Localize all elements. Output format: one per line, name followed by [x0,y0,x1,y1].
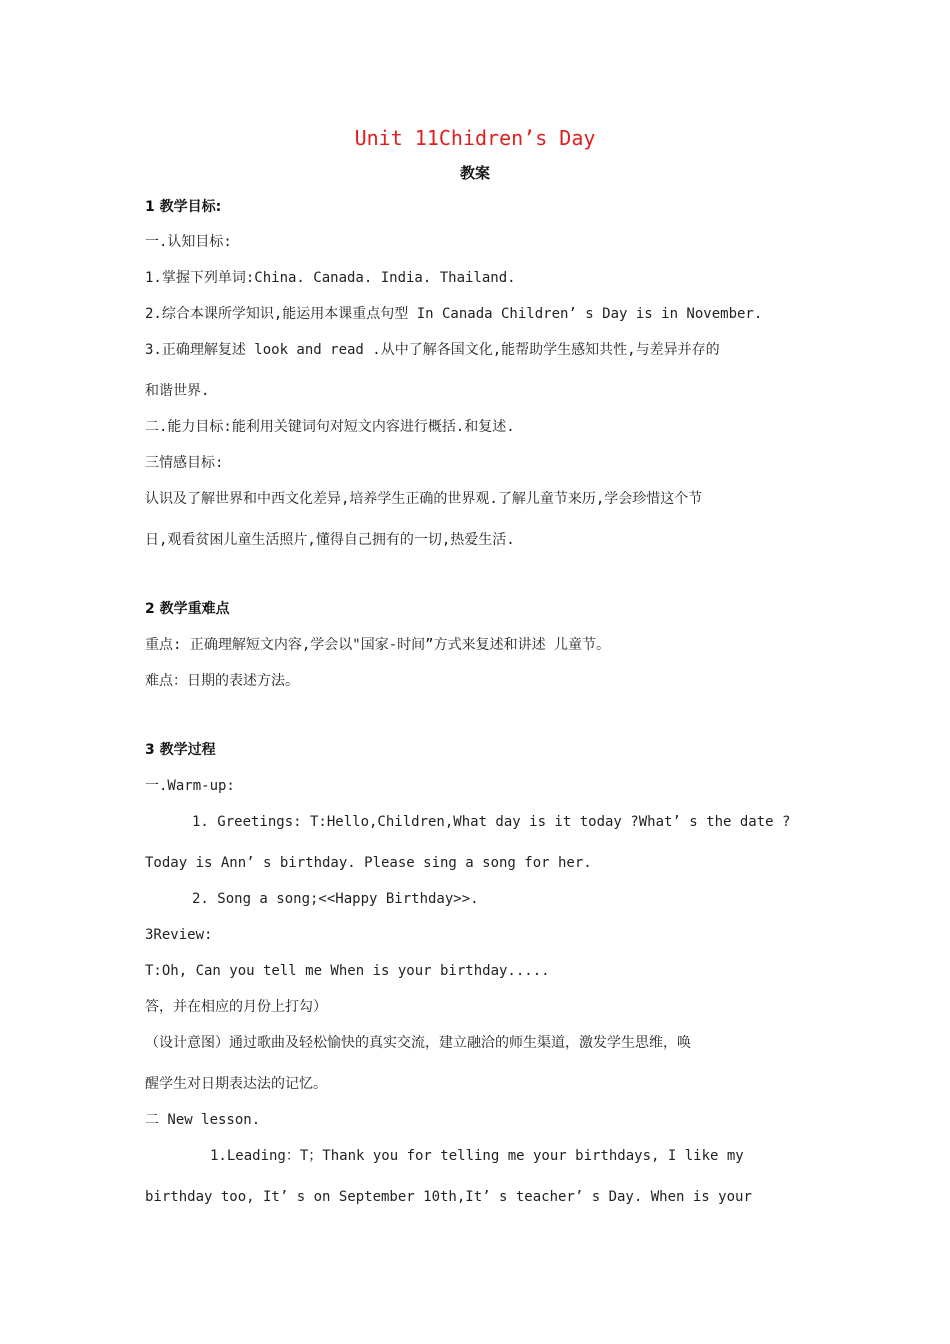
warmup-heading: 一.Warm-up: [145,778,235,794]
new-lesson-heading: 二 New lesson. [145,1112,261,1128]
objective-item-3-line-2: 和谐世界. [145,383,210,399]
key-point-difficulty: 难点：日期的表述方法。 [145,673,299,689]
leading-line-2: birthday too, It’ s on September 10th,It’ s teacher’ s Day. When is your [145,1189,752,1205]
document-subtitle: 教案 [459,164,490,182]
objective-item-3-line-1: 3.正确理解复述 look and read .从中了解各国文化,能帮助学生感知共性,与差异并存的 [145,342,720,358]
emotion-line-2: 日,观看贫困儿童生活照片,懂得自己拥有的一切,热爱生活. [145,532,515,548]
greetings-line-2: Today is Ann’ s birthday. Please sing a song for her. [145,855,592,871]
emotion-line-1: 认识及了解世界和中西文化差异,培养学生正确的世界观.了解儿童节来历,学会珍惜这个节 [145,491,703,507]
review-heading: 3Review: [145,927,213,943]
key-points-heading: 2 教学重难点 [145,601,230,617]
design-intent-line-2: 醒学生对日期表达法的记忆。 [145,1076,327,1092]
emotion-heading: 三情感目标: [145,455,224,471]
document-title: Unit 11Chidren’s Day [354,126,596,150]
objectives-heading: 1 教学目标: [145,199,222,215]
ability-objective: 二.能力目标:能利用关键词句对短文内容进行概括.和复述. [145,419,515,435]
greetings-line-1: 1. Greetings: T:Hello,Children,What day is it today ?What’ s the date ? [192,814,791,830]
objective-item-2: 2.综合本课所学知识,能运用本课重点句型 In Canada Children’ s Day is in November. [145,306,763,322]
cognitive-heading: 一.认知目标: [145,234,232,250]
leading-line-1: 1.Leading：T；Thank you for telling me your birthdays, I like my [210,1148,744,1164]
design-intent-line-1: （设计意图）通过歌曲及轻松愉快的真实交流，建立融洽的师生渠道，激发学生思维，唤 [145,1035,691,1051]
answer-line: 答，并在相应的月份上打勾） [145,999,327,1015]
review-line: T:Oh, Can you tell me When is your birthday..... [145,963,550,979]
process-heading: 3 教学过程 [145,742,216,758]
objective-item-1: 1.掌握下列单词:China. Canada. India. Thailand. [145,270,516,286]
key-point-focus: 重点: 正确理解短文内容,学会以"国家-时间”方式来复述和讲述 儿童节。 [145,637,610,653]
song-line: 2. Song a song;<<Happy Birthday>>. [192,891,479,907]
